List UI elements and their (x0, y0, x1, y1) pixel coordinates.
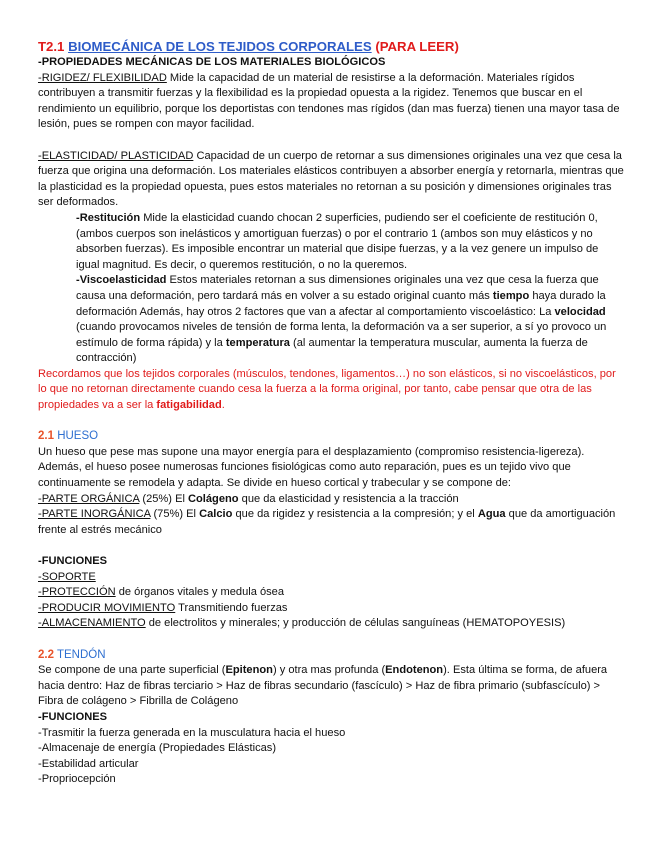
text-tendon-3: ). Esta última se forma, de afuera hacia dentro: Haz de fibras terciario > Haz de fibras secundario (fascículo) > Haz de fibra primario (subfascículo) > Fibra de colágeno > Fibrilla de Colágeno (38, 664, 608, 708)
keyword-velocidad: velocidad (554, 305, 606, 318)
paragraph-recordamos (38, 367, 624, 414)
text-inorganica-2: que da rigidez y resistencia a la compresión; y el (232, 508, 478, 521)
list-item-almacenamiento (38, 616, 624, 632)
text-inorganica-1: (75%) El (150, 508, 200, 521)
term-elasticidad: -ELASTICIDAD/ PLASTICIDAD (38, 149, 194, 162)
text-visco-2: haya durado la deformación Además, hay otros 2 factores que van a afectar al comportamiento viscoelástico: La (76, 289, 606, 318)
section-name-tendon: TENDÓN (54, 648, 106, 661)
paragraph-rigidez (38, 71, 624, 133)
list-item-tendon-funcion: -Estabilidad articular (38, 757, 139, 770)
section-heading-propiedades: -PROPIEDADES MECÁNICAS DE LOS MATERIALES BIOLÓGICOS (38, 56, 386, 68)
term-restitucion: -Restitución (76, 211, 141, 224)
heading-funciones-tendon: -FUNCIONES (38, 710, 108, 723)
keyword-endotenon: Endotenon (385, 664, 444, 677)
text-inorganica-3: que da amortiguación frente al estrés mecánico (38, 508, 616, 536)
keyword-epitenon: Epitenon (225, 664, 273, 677)
text-elasticidad: Capacidad de un cuerpo de retornar a sus dimensiones originales una vez que cesa la fuerza que origina una deformación. Los materiales elásticos contribuyen a absorber energía y retornarla, mientras que la plasticidad es la propiedad opuesta, pues estos materiales no retornan a su posición y dimensiones originales tras ser deformados. (38, 149, 624, 209)
list-item-tendon-funcion: -Almacenaje de energía (Propiedades Elásticas) (38, 742, 277, 755)
spacer (38, 632, 624, 648)
text-rigidez: Mide la capacidad de un material de resistirse a la deformación. Materiales rígidos contribuyen a transmitir fuerzas y la flexibilidad es la propiedad opuesta a la rigidez. Tenemos que buscar en el rendimiento un equilibrio, porque los deportistas con tendones mas rígidos (dan mas fuerza) tienen una mayor tasa de lesión, pues se rompen con mayor facilidad. (38, 71, 620, 131)
term-proteccion: -PROTECCIÓN (38, 586, 116, 599)
term-movimiento: -PRODUCIR MOVIMIENTO (38, 601, 176, 614)
paragraph-restitucion (38, 211, 624, 273)
title-code: T2.1 (38, 39, 65, 54)
list-item-proteccion (38, 585, 624, 601)
text-organica-1: (25%) El (139, 492, 189, 505)
list-item-soporte (38, 570, 624, 586)
keyword-agua: Agua (477, 508, 506, 521)
keyword-calcio: Calcio (199, 508, 233, 521)
list-item-tendon-funcion: -Propriocepción (38, 773, 116, 786)
text-restitucion: Mide la elasticidad cuando chocan 2 superficies, pudiendo ser el coeficiente de restitución 0, (ambos cuerpos son inelásticos y amortiguan fuerzas) o por el contrario 1 (ambos son muy elásticos y no absorben fuerzas). Es imposible encontrar un material que disipe fuerzas, y a la vez genere un impulso de igual magnitud. Es decir, o queremos restitución, o no la queremos. (76, 211, 599, 271)
text-proteccion: de órganos vitales y medula ósea (115, 586, 285, 599)
keyword-tiempo: tiempo (492, 289, 530, 302)
text-visco-1: Estos materiales retornan a sus dimensiones originales una vez que cesa la fuerza que causa una deformación, pero tardará más en volver a su estado original cuanto más (76, 274, 599, 302)
paragraph-tendon-intro (38, 663, 624, 710)
term-rigidez: -RIGIDEZ/ FLEXIBILIDAD (38, 71, 167, 84)
text-visco-3: (cuando provocamos niveles de tensión de forma lenta, la deformación va a ser superior, a sí yo provoco un estímulo de forma rápida) y la (76, 321, 607, 349)
section-heading-hueso (38, 429, 624, 445)
term-parte-organica: -PARTE ORGÁNICA (38, 492, 140, 505)
term-soporte: -SOPORTE (38, 570, 96, 583)
heading-funciones-hueso: -FUNCIONES (38, 555, 108, 567)
text-organica-2: que da elasticidad y resistencia a la tracción (238, 492, 459, 505)
keyword-colageno: Colágeno (188, 492, 239, 505)
text-tendon-2: ) y otra mas profunda ( (272, 664, 386, 677)
spacer (38, 414, 624, 430)
paragraph-viscoelasticidad (38, 273, 624, 367)
section-heading-tendon (38, 648, 624, 664)
term-parte-inorganica: -PARTE INORGÁNICA (38, 508, 151, 521)
text-visco-4: (al aumentar la temperatura muscular, aumenta la fuerza de contracción) (76, 336, 588, 365)
paragraph-elasticidad (38, 149, 624, 211)
text-movimiento: Transmitiendo fuerzas (175, 601, 288, 614)
list-item-movimiento (38, 601, 624, 617)
section-name-hueso: HUESO (54, 430, 99, 443)
spacer (38, 133, 624, 149)
text-recordamos: Recordamos que los tejidos corporales (músculos, tendones, ligamentos…) no son elásticos, si no viscoelásticos, por lo que no retornan directamente cuando cesa la fuerza a la forma original, por tanto, cabe pensar que otra de las propiedades va a ser la (38, 367, 616, 412)
document-page (38, 38, 624, 788)
paragraph-parte-organica (38, 492, 624, 508)
title-main: BIOMECÁNICA DE LOS TEJIDOS CORPORALES (68, 39, 372, 54)
list-item-tendon-funcion: -Trasmitir la fuerza generada en la musculatura hacia el hueso (38, 726, 346, 739)
section-number-tendon: 2.2 (38, 648, 54, 661)
term-viscoelasticidad: -Viscoelasticidad (76, 274, 167, 287)
title-note: (PARA LEER) (375, 39, 459, 54)
text-almacenamiento: de electrolitos y minerales; y producción de células sanguíneas (HEMATOPOYESIS) (145, 617, 566, 630)
spacer (38, 538, 624, 554)
paragraph-hueso-intro: Un hueso que pese mas supone una mayor energía para el desplazamiento (compromiso resistencia-ligereza). Además, el hueso posee numerosas funciones fisiológicas como auto reparación, pues es un tejido vivo que continuamente se remodela y adapta. Se divide en hueso cortical y trabecular y se compone de: (38, 445, 585, 490)
paragraph-parte-inorganica (38, 507, 624, 538)
text-tendon-1: Se compone de una parte superficial ( (38, 664, 226, 677)
text-recordamos-end: . (221, 399, 225, 412)
keyword-temperatura: temperatura (225, 336, 290, 349)
term-almacenamiento: -ALMACENAMIENTO (38, 617, 146, 630)
document-title (38, 38, 624, 55)
keyword-fatigabilidad: fatigabilidad (156, 399, 222, 412)
section-number-hueso: 2.1 (38, 430, 54, 443)
